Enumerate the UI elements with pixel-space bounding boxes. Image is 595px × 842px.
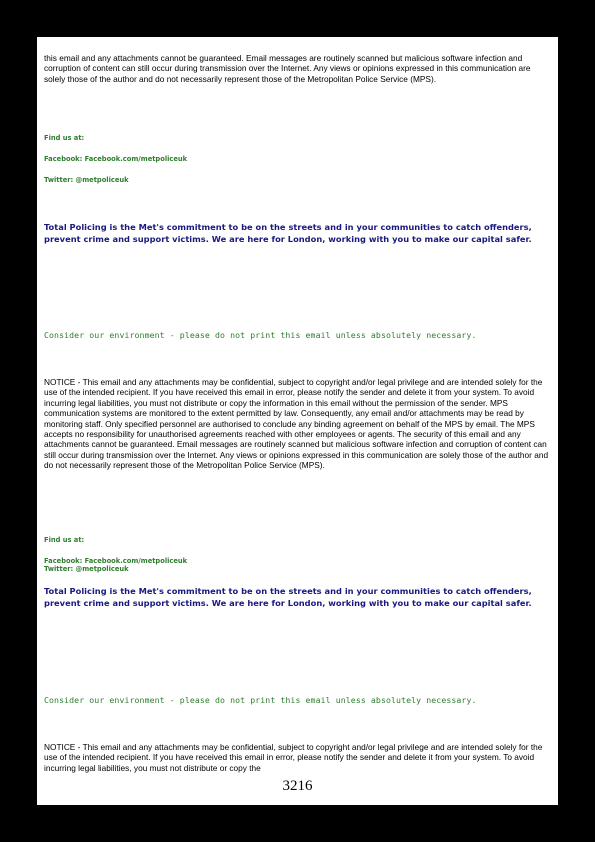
environment-notice: Consider our environment - please do not print this email unless absolutely necessary. [44,330,477,340]
notice-paragraph-head: NOTICE - This email and any attachments may be confidential, subject to copyright and/or legal privilege and are intended solely for the use of the intended recipient. If you have received this email in error, please notify the sender and delete it from your system. To avoid incurring legal liabilities, you must not distribute or copy the [44,742,543,773]
document-page [37,37,558,805]
twitter-line: Twitter: @metpoliceuk [44,176,129,184]
notice-paragraph-tail: this email and any attachments cannot be guaranteed. Email messages are routinely scanned but malicious software infection and corruption of content can still occur during transmission over the Internet. Any views or opinions expressed in this communication are solely those of the author and do not necessarily represent those of the Metropolitan Police Service (MPS). [44,53,531,84]
find-us-heading: Find us at: [44,134,85,142]
facebook-line: Facebook: Facebook.com/metpoliceuk [44,557,188,565]
page-number: 3216 [282,778,313,794]
notice-paragraph: NOTICE - This email and any attachments may be confidential, subject to copyright and/or legal privilege and are intended solely for the use of the intended recipient. If you have received this email in error, please notify the sender and delete it from your system. To avoid incurring legal liabilities, you must not distribute or copy the information in this email without the permission of the sender. MPS communication systems are monitored to the extent permitted by law. Consequently, any email and/or attachments may be read by monitoring staff. Only specified personnel are authorised to conclude any binding agreement on behalf of the MPS by email. The MPS accepts no responsibility for unauthorised agreements reached with other employees or agents. The security of this email and any attachments cannot be guaranteed. Email messages are routinely scanned but malicious software infection and corruption of content can still occur during transmission over the Internet. Any views or opinions expressed in this communication are solely those of the author and do not necessarily represent those of the Metropolitan Police Service (MPS). [44,377,549,471]
facebook-line: Facebook: Facebook.com/metpoliceuk [44,155,188,163]
twitter-line: Twitter: @metpoliceuk [44,565,129,573]
total-policing-statement: Total Policing is the Met's commitment to be on the streets and in your communities to catch offenders, prevent crime and support victims. We are here for London, working with you to make our capital safer. [44,222,532,244]
environment-notice: Consider our environment - please do not print this email unless absolutely necessary. [44,695,477,705]
total-policing-statement: Total Policing is the Met's commitment to be on the streets and in your communities to catch offenders, prevent crime and support victims. We are here for London, working with you to make our capital safer. [44,586,532,608]
find-us-heading: Find us at: [44,536,85,544]
